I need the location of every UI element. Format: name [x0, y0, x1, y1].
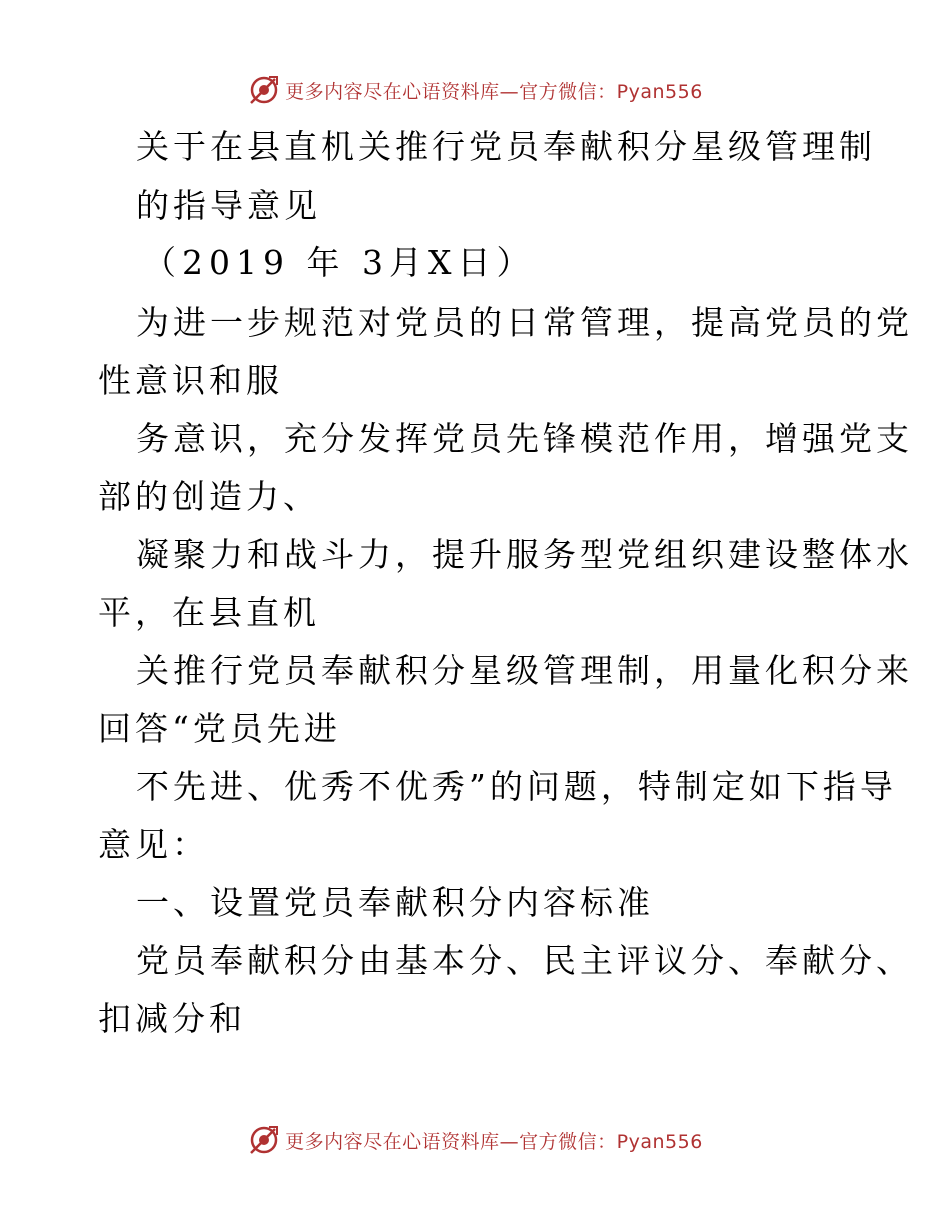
body-line: 部的创造力、 — [98, 477, 320, 516]
body-line: 为进一步规范对党员的日常管理，提高党员的党 — [136, 303, 913, 342]
watermark-text: 更多内容尽在心语资料库—官方微信：Pyan556 — [285, 80, 703, 103]
document-title-line-2: 的指导意见 — [136, 186, 321, 225]
body-line: 不先进、优秀不优秀”的问题，特制定如下指导 — [136, 767, 897, 806]
body-line: 意见： — [98, 825, 209, 864]
body-line: 性意识和服 — [98, 361, 283, 400]
body-line: 扣减分和 — [98, 999, 246, 1038]
document-date: （2019 年 3月X日） — [143, 243, 536, 282]
document-title-line-1: 关于在县直机关推行党员奉献积分星级管理制 — [136, 127, 876, 166]
body-line: 党员奉献积分由基本分、民主评议分、奉献分、 — [136, 941, 913, 980]
body-line: 凝聚力和战斗力，提升服务型党组织建设整体水 — [136, 535, 913, 574]
footer-watermark — [0, 1120, 950, 1160]
watermark-text: 更多内容尽在心语资料库—官方微信：Pyan556 — [285, 1130, 703, 1153]
body-line: 关推行党员奉献积分星级管理制，用量化积分来 — [136, 651, 913, 690]
body-line: 平，在县直机 — [98, 593, 320, 632]
section-heading: 一、设置党员奉献积分内容标准 — [136, 883, 654, 922]
header-watermark — [0, 70, 950, 110]
quill-seal-logo-icon — [247, 73, 281, 107]
body-line: 回答“党员先进 — [98, 709, 341, 748]
body-line: 务意识，充分发挥党员先锋模范作用，增强党支 — [136, 419, 913, 458]
quill-seal-logo-icon — [247, 1123, 281, 1157]
